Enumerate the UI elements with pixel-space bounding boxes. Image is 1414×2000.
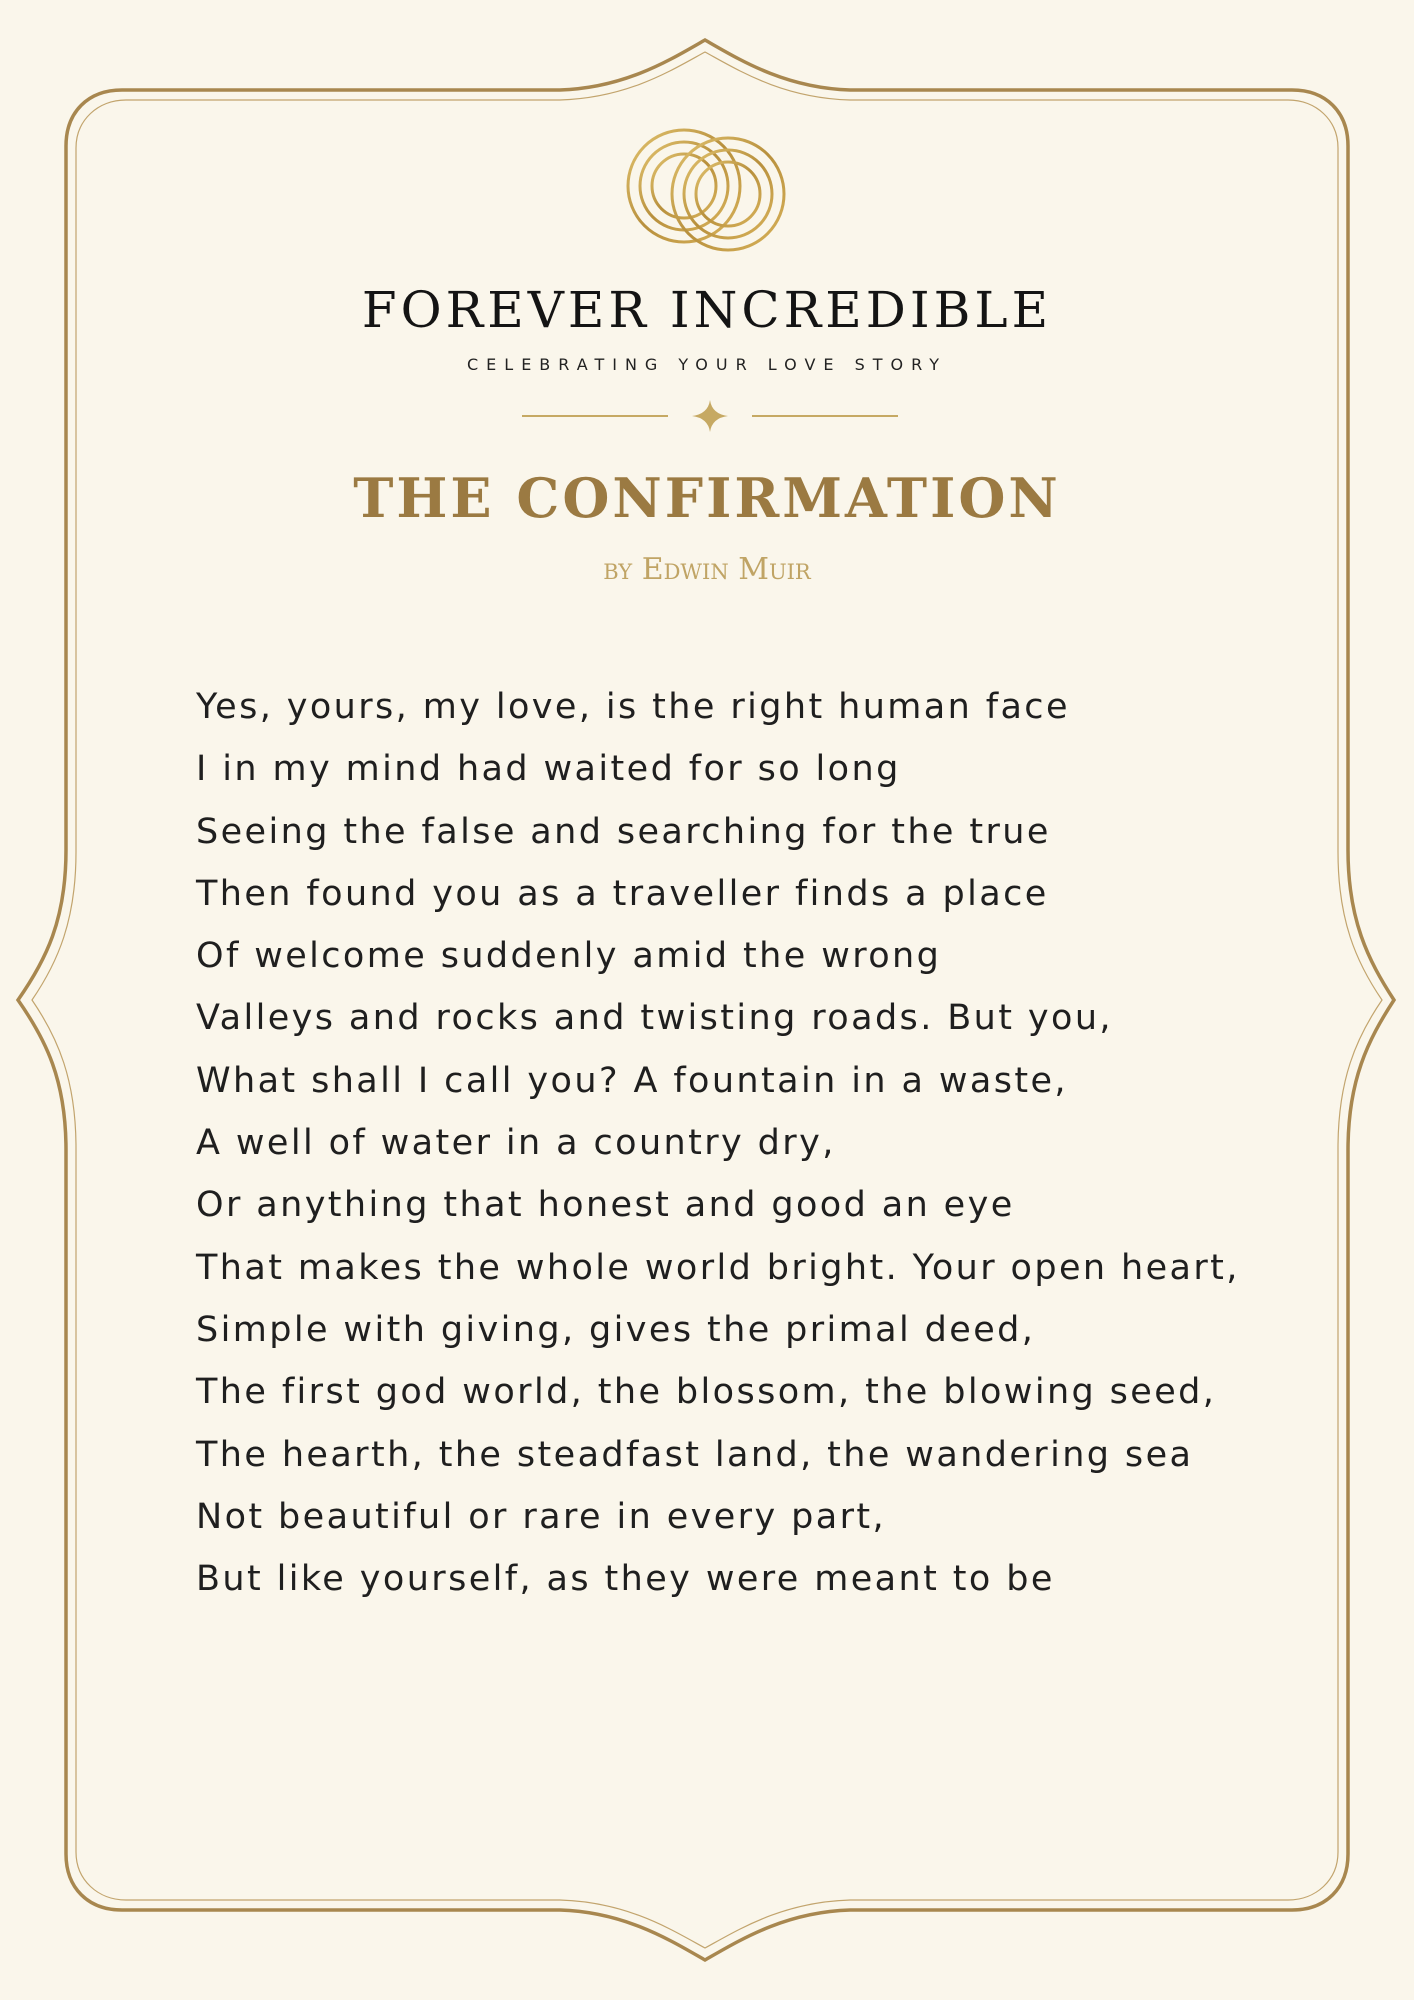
poem-line: I in my mind had waited for so long bbox=[196, 749, 901, 790]
four-point-star-icon bbox=[692, 400, 728, 432]
poem-line: Yes, yours, my love, is the right human face bbox=[196, 687, 1070, 727]
brand-tagline: CELEBRATING YOUR LOVE STORY bbox=[467, 355, 947, 374]
poem-line: A well of water in a country dry, bbox=[196, 1123, 836, 1164]
poem-line: The first god world, the blossom, the blowing seed, bbox=[196, 1372, 1217, 1413]
poem-line: The hearth, the steadfast land, the wandering sea bbox=[196, 1434, 1194, 1475]
poem-line: But like yourself, as they were meant to be bbox=[196, 1559, 1055, 1600]
poem-line: Or anything that honest and good an eye bbox=[196, 1185, 1015, 1226]
star-divider bbox=[520, 398, 900, 434]
poem-author: by Edwin Muir bbox=[603, 552, 811, 587]
poem-line: What shall I call you? A fountain in a waste, bbox=[196, 1060, 1068, 1101]
poem-line: Of welcome suddenly amid the wrong bbox=[196, 936, 942, 977]
poem-line: Seeing the false and searching for the true bbox=[196, 811, 1051, 852]
brand-name: FOREVER INCREDIBLE bbox=[361, 281, 1053, 339]
interlocking-rings-icon bbox=[614, 120, 798, 260]
poem-body bbox=[196, 676, 1256, 1610]
poem-line: That makes the whole world bright. Your open heart, bbox=[196, 1247, 1240, 1288]
poem-line: Then found you as a traveller finds a place bbox=[196, 873, 1049, 914]
poem-title: THE CONFIRMATION bbox=[353, 466, 1061, 530]
poem-line: Not beautiful or rare in every part, bbox=[196, 1496, 887, 1537]
poem-line: Valleys and rocks and twisting roads. But you, bbox=[196, 998, 1113, 1039]
poem-line: Simple with giving, gives the primal deed, bbox=[196, 1309, 1036, 1350]
